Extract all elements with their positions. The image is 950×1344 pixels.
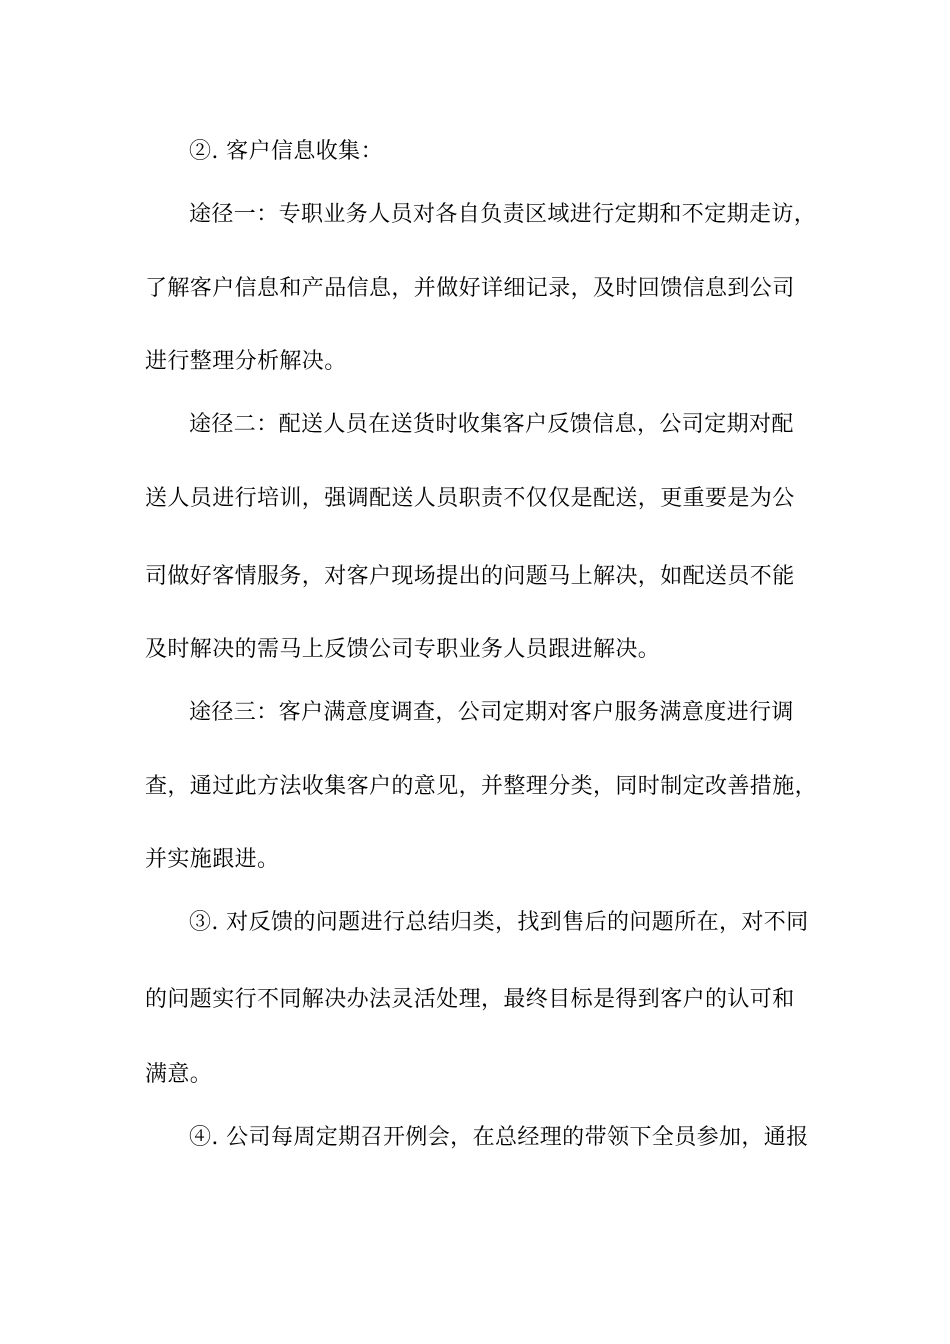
paragraph-line: ③. 对反馈的问题进行总结归类，找到售后的问题所在，对不同 (189, 910, 809, 935)
paragraph-line: 满意。 (145, 1062, 213, 1087)
section-heading-customer-info: ②. 客户信息收集： (189, 139, 383, 164)
paragraph-line: 并实施跟进。 (145, 847, 280, 872)
paragraph-line: 送人员进行培训，强调配送人员职责不仅仅是配送，更重要是为公 (145, 486, 795, 511)
paragraph-line: 了解客户信息和产品信息，并做好详细记录，及时回馈信息到公司 (145, 276, 795, 301)
paragraph-line: 查，通过此方法收集客户的意见，并整理分类，同时制定改善措施， (145, 774, 818, 799)
paragraph-line: 及时解决的需马上反馈公司专职业务人员跟进解决。 (145, 637, 661, 662)
paragraph-line: ④. 公司每周定期召开例会，在总经理的带领下全员参加，通报 (189, 1125, 809, 1150)
paragraph-line: 司做好客情服务，对客户现场提出的问题马上解决，如配送员不能 (145, 564, 795, 589)
paragraph-line: 的问题实行不同解决办法灵活处理，最终目标是得到客户的认可和 (145, 987, 795, 1012)
paragraph-line: 途径三：客户满意度调查，公司定期对客户服务满意度进行调 (189, 700, 794, 725)
paragraph-line: 途径一：专职业务人员对各自负责区域进行定期和不定期走访， (189, 202, 817, 227)
paragraph-line: 途径二：配送人员在送货时收集客户反馈信息，公司定期对配 (189, 412, 794, 437)
paragraph-line: 进行整理分析解决。 (145, 349, 347, 374)
